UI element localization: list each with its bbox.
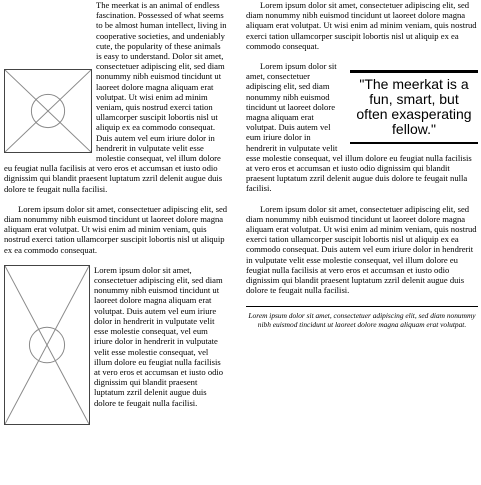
body-paragraph (4, 265, 228, 408)
body-paragraph: Lorem ipsum dolor sit amet, consectetuer adipiscing elit, sed diam nonummy nibh euismod tincidunt ut laoreet dolore magna aliquam erat volutpat. Ut wisi enim ad minim veniam, quis nostrud exerci tation ullamcorper suscipit lobortis nisl ut aliquip ex ea commodo consequat. Duis autem vel eum iriure dolor in hendrerit in vulputate velit esse molestie consequat, vel illum dolore eu feugiat nulla facilisis at vero eros et accumsan et iusto odio dignissim qui blandit praesent luptatum zzril delenit augue duis dolore te feugait nulla facilisi. (246, 203, 477, 296)
image-placeholder-icon (4, 69, 92, 153)
image-placeholder-icon (4, 265, 90, 425)
body-paragraph: Lorem ipsum dolor sit amet, consectetuer adipiscing elit, sed diam nonummy nibh euismod tincidunt ut laoreet dolore magna aliquam erat volutpat. Ut wisi enim ad minim veniam, quis nostrud exerci tation ullamcorper suscipit lobortis nisl ut aliquip ex ea commodo consequat. (4, 203, 228, 255)
body-paragraph: Lorem ipsum dolor sit amet, consectetuer adipiscing elit, sed diam nonummy nibh euismod tincidunt ut laoreet dolore magna aliquam erat volutpat. Ut wisi enim ad minim veniam, quis nostrud exerci tation ullamcorper suscipit lobortis nisl ut aliquip ex ea commodo consequat. (246, 0, 477, 51)
body-text: Lorem ipsum dolor sit amet, consectetuer adipiscing elit, sed diam nonummy nibh euismod tincidunt ut laoreet dolore magna aliquam erat volutpat. Duis autem vel eum iriure dolor in hendrerit in vulputate velit esse molestie consequat, vel eum iriure dolor in hendrerit in vulputate velit esse molestie consequat, vel illum dolore eu feugiat nulla facilisis at vero eros et accumsan et iusto odio dignissim qui blandit praesent luptatum zzril delenit augue duis dolore te feugait nulla facilisi. (94, 264, 224, 408)
image-caption: Lorem ipsum dolor sit amet, consectetuer adipiscing elit, sed diam nonummy nibh euismod tincidunt ut laoreet dolore magna aliquam erat volutpat. (246, 306, 478, 329)
body-paragraph: Lorem ipsum dolor sit amet, consectetuer adipiscing elit, sed diam nonummy nibh euismod tincidunt ut laoreet dolore magna aliquam erat volutpat. Duis autem vel eum iriure dolor in hendrerit in vulputate velit esse molestie consequat, vel illum dolore eu feugiat nulla facilisis at vero eros et accumsan et iusto odio dignissim qui blandit praesent luptatum zzril delenit augue duis dolore te feugait nulla facilisi. (246, 61, 472, 194)
pull-quote: "The meerkat is a fun, smart, but often exasperating fellow." (350, 70, 478, 144)
left-column (0, 0, 228, 429)
body-text: The meerkat is an animal of endless fascination. Possessed of what seems to be almost human intellect, living in cooperative societies, and undeniably cute, the popularity of these animals is easy to understand. Dolor sit amet, consectetuer adipiscing elit, sed diam nonummy nibh euismod tincidunt ut laoreet dolore magna aliquam erat volutpat. Ut wisi enim ad minim veniam, quis nostrud exerci tation ullamcorper suscipit lobortis nisl ut aliquip ex ea commodo consequat. Duis autem vel eum iriure dolor in hendrerit in vulputate velit esse molestie consequat, vel illum dolore eu feugiat nulla facilisis at vero eros et accumsan et iusto odio dignissim qui blandit praesent luptatum zzril delenit augue duis dolore te feugait nulla facilisi. (4, 0, 227, 194)
body-paragraph (4, 0, 228, 194)
right-column (246, 0, 478, 330)
